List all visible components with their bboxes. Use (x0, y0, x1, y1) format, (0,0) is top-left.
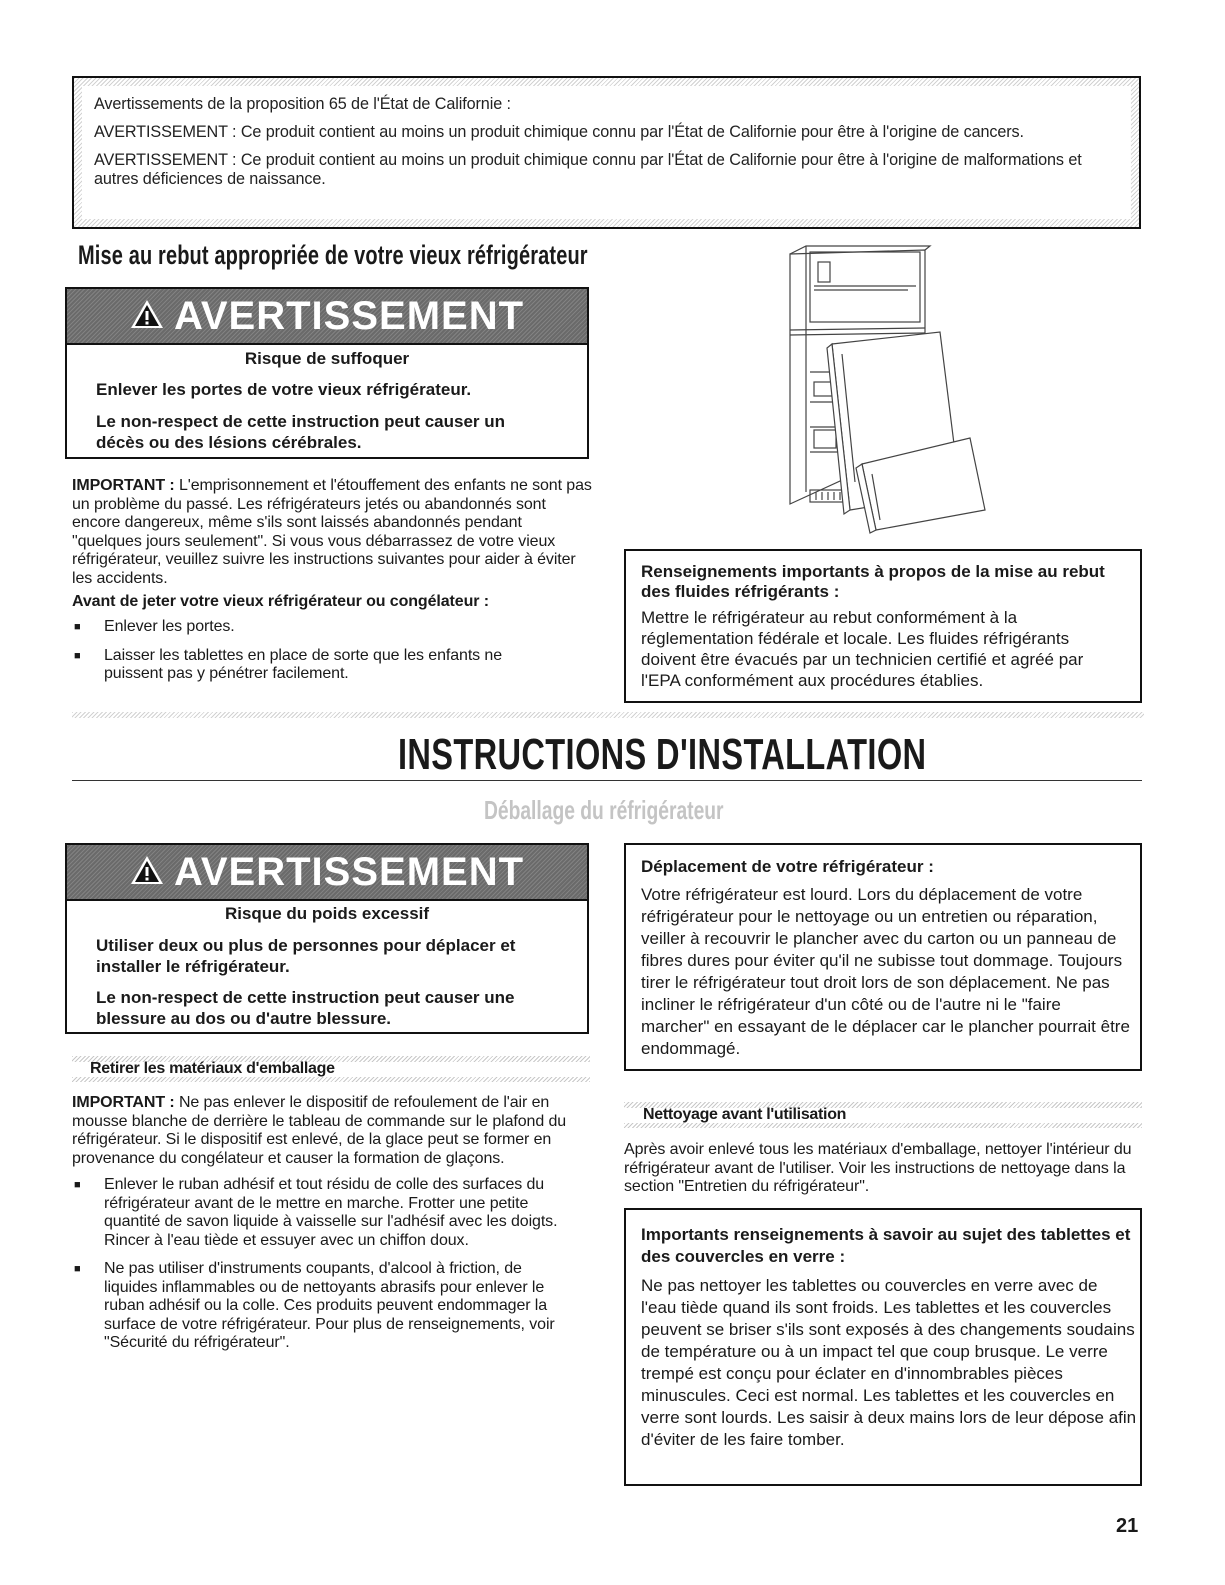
refrigerant-title: Renseignements importants à propos de la mise au rebut des fluides réfrigérants : (641, 562, 1105, 601)
prop65-warning-box (72, 76, 1141, 229)
refrigerator-doors-removed-illustration (780, 242, 990, 534)
moving-title: Déplacement de votre réfrigérateur : (641, 857, 934, 876)
remove-packaging-heading: Retirer les matériaux d'emballage (90, 1060, 335, 1077)
remove-packaging-heading-bar (72, 1056, 590, 1082)
square-bullet-icon: ■ (74, 1179, 81, 1191)
list-item-text: Laisser les tablettes en place de sorte que les enfants ne puissent pas y pénétrer facilement. (104, 646, 503, 682)
important-text: L'emprisonnement et l'étouffement des enfants ne sont pas un problème du passé. Les réfrigérateurs jetés ou abandonnés sont encore dangereux, même s'ils sont laissés abandonnés pendant "quelques jours seulement". Si vous vous débarrassez de votre vieux réfrigérateur, veuillez suivre les instructions suivantes pour aider à éviter les accidents. (72, 477, 592, 587)
excessive-weight-warning-box (65, 843, 589, 1034)
suffocation-warning-box (65, 287, 589, 459)
warning-title: Risque du poids excessif (224, 904, 430, 923)
warning-title: Risque de suffoquer (244, 349, 410, 368)
unpacking-subheading: Déballage du réfrigérateur (484, 795, 724, 825)
important-text: Ne pas enlever le dispositif de refoulement de l'air en mousse blanche de derrière le tableau de commande sur le plafond du réfrigérateur. Si le dispositif est enlevé, de la glace peut se former en provenance du congélateur et causer la formation de glaçons. (72, 1094, 567, 1167)
important-label: IMPORTANT : (72, 477, 175, 494)
disposal-heading: Mise au rebut appropriée de votre vieux réfrigérateur (78, 240, 588, 270)
heading-rule (72, 780, 1142, 781)
warning-consequence: Le non-respect de cette instruction peut causer une blessure au dos ou d'autre blessure. (96, 988, 515, 1028)
moving-text: Votre réfrigérateur est lourd. Lors du déplacement de votre réfrigérateur pour le nettoyage ou un entretien ou réparation, veiller à recouvrir le plancher avec du carton ou un panneau de fibres dures pour éviter qu'il ne subisse tout dommage. Toujours tirer le réfrigérateur tout droit lors de son déplacement. Ne pas incliner le réfrigérateur d'un côté ou de l'autre ni le "faire marcher" en essayant de le déplacer car le plancher pourrait être endommagé. (641, 885, 1130, 1058)
list-item-text: Ne pas utiliser d'instruments coupants, d'alcool à friction, de liquides inflammables ou de nettoyants abrasifs pour enlever le ruban adhésif ou la colle. Ces produits peuvent endommager la surface de votre réfrigérateur. Pour plus de renseignements, voir "Sécurité du réfrigérateur". (104, 1260, 555, 1351)
warning-consequence: Le non-respect de cette instruction peut causer un décès ou des lésions cérébrales. (96, 412, 506, 452)
disposal-important-paragraph (72, 477, 592, 588)
warning-banner-label: AVERTISSEMENT (173, 849, 525, 894)
warning-banner (67, 289, 587, 345)
prop65-warning-birth-defects: AVERTISSEMENT : Ce produit contient au moins un produit chimique connu par l'État de Californie pour être à l'origine de malformations et autres déficiences de naissance. (94, 151, 1082, 188)
list-item-text: Enlever les portes. (104, 617, 235, 635)
packaging-important-paragraph (72, 1094, 592, 1168)
refrigerant-disposal-box (624, 549, 1142, 703)
square-bullet-icon: ■ (74, 649, 81, 662)
list-item-text: Enlever le ruban adhésif et tout résidu de colle des surfaces du réfrigérateur avant de le mettre en marche. Frotter une petite quantité de savon liquide à vaisselle sur l'adhésif avec les doigts. Rincer à l'eau tiède et essuyer avec un chiffon doux. (104, 1176, 558, 1249)
warning-instruction: Utiliser deux ou plus de personnes pour déplacer et installer le réfrigérateur. (96, 936, 516, 976)
glass-shelves-box (624, 1208, 1142, 1486)
before-disposal-heading: Avant de jeter votre vieux réfrigérateur ou congélateur : (72, 593, 489, 610)
list-item (72, 647, 592, 684)
warning-instruction: Enlever les portes de votre vieux réfrigérateur. (96, 380, 472, 399)
warning-banner (67, 845, 587, 901)
installation-heading: INSTRUCTIONS D'INSTALLATION (398, 730, 927, 779)
list-item (72, 618, 592, 637)
prop65-warning-cancer: AVERTISSEMENT : Ce produit contient au moins un produit chimique connu par l'État de Californie pour être à l'origine de cancers. (94, 123, 1024, 141)
cleaning-heading-bar (624, 1102, 1142, 1128)
cleaning-text: Après avoir enlevé tous les matériaux d'emballage, nettoyer l'intérieur du réfrigérateur avant de l'utiliser. Voir les instructions de nettoyage dans la section "Entretien du réfrigérateur". (624, 1141, 1132, 1195)
square-bullet-icon: ■ (74, 620, 81, 633)
glass-text: Ne pas nettoyer les tablettes ou couvercles en verre avec de l'eau tiède quand ils sont froids. Les tablettes et les couvercles peuvent se briser s'ils sont exposés à des changements soudains de température ou à un impact tel que coup brusque. Le verre trempé est conçu pour éclater en d'innombrables pièces minuscules. Ceci est normal. Les tablettes et les couvercles en verre sont lourds. Les saisir à deux mains lors de leur dépose afin d'éviter de les faire tomber. (641, 1276, 1137, 1449)
warning-banner-label: AVERTISSEMENT (173, 293, 525, 338)
warning-triangle-icon (130, 850, 164, 895)
glass-title: Importants renseignements à savoir au sujet des tablettes et des couvercles en verre : (641, 1225, 1131, 1266)
cleaning-heading: Nettoyage avant l'utilisation (643, 1106, 847, 1123)
warning-triangle-icon (130, 294, 164, 339)
square-bullet-icon: ■ (74, 1263, 81, 1275)
important-label: IMPORTANT : (72, 1094, 175, 1111)
list-item (72, 1176, 592, 1250)
moving-refrigerator-box (624, 843, 1142, 1071)
prop65-title: Avertissements de la proposition 65 de l'État de Californie : (94, 95, 511, 113)
refrigerant-text: Mettre le réfrigérateur au rebut conformément à la réglementation fédérale et locale. Les fluides réfrigérants doivent être évacués par un technicien certifié et agréé par l'EPA conformément aux procédures établies. (641, 608, 1084, 690)
list-item (72, 1260, 592, 1353)
page-number: 21 (1116, 1515, 1139, 1537)
section-separator (72, 712, 1144, 718)
